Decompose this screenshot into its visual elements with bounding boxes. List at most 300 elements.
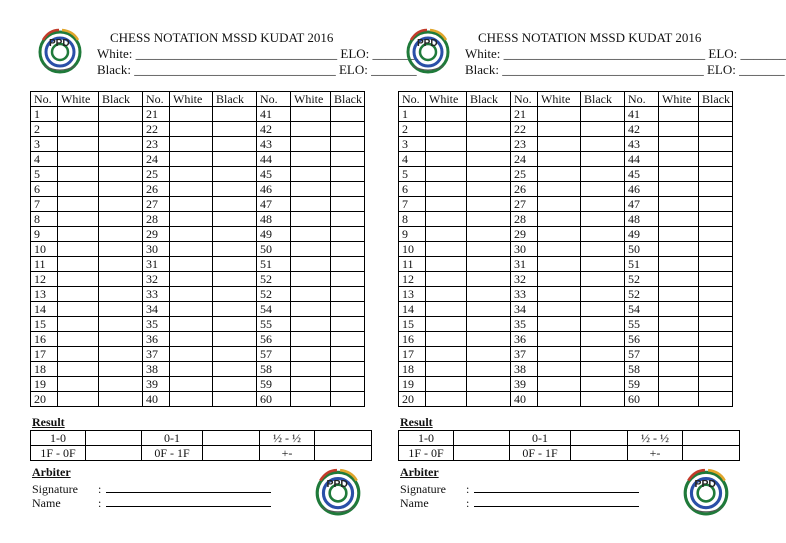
black-move-cell[interactable] <box>467 302 511 317</box>
black-move-cell[interactable] <box>331 362 365 377</box>
white-name-field[interactable]: _______________________________ <box>503 46 706 61</box>
white-move-cell[interactable] <box>170 272 213 287</box>
white-move-cell[interactable] <box>538 167 581 182</box>
black-move-cell[interactable] <box>467 227 511 242</box>
white-move-cell[interactable] <box>291 227 331 242</box>
white-move-cell[interactable] <box>170 332 213 347</box>
move-number: 40 <box>511 392 538 407</box>
black-move-cell[interactable] <box>331 242 365 257</box>
white-move-cell[interactable] <box>538 152 581 167</box>
black-move-cell[interactable] <box>581 377 625 392</box>
white-move-cell[interactable] <box>291 107 331 122</box>
black-move-cell[interactable] <box>699 287 733 302</box>
black-move-cell[interactable] <box>581 392 625 407</box>
white-move-cell[interactable] <box>170 182 213 197</box>
black-move-cell[interactable] <box>99 272 143 287</box>
black-move-cell[interactable] <box>581 302 625 317</box>
white-move-cell[interactable] <box>538 107 581 122</box>
black-move-cell[interactable] <box>331 137 365 152</box>
move-number: 23 <box>143 137 170 152</box>
white-move-cell[interactable] <box>170 347 213 362</box>
white-move-cell[interactable] <box>659 107 699 122</box>
black-move-cell[interactable] <box>581 317 625 332</box>
white-move-cell[interactable] <box>58 257 99 272</box>
white-move-cell[interactable] <box>538 182 581 197</box>
black-move-cell[interactable] <box>581 272 625 287</box>
black-move-cell[interactable] <box>213 152 257 167</box>
white-move-cell[interactable] <box>291 242 331 257</box>
white-move-cell[interactable] <box>538 287 581 302</box>
white-move-cell[interactable] <box>538 317 581 332</box>
move-number: 2 <box>31 122 58 137</box>
black-move-cell[interactable] <box>331 317 365 332</box>
white-move-cell[interactable] <box>58 182 99 197</box>
result-checkbox-cell[interactable] <box>683 446 740 461</box>
column-header: Black <box>699 92 733 107</box>
black-move-cell[interactable] <box>467 257 511 272</box>
white-label: White: <box>97 46 133 61</box>
white-move-cell[interactable] <box>291 347 331 362</box>
white-move-cell[interactable] <box>426 107 467 122</box>
black-move-cell[interactable] <box>331 227 365 242</box>
black-move-cell[interactable] <box>699 182 733 197</box>
black-move-cell[interactable] <box>699 362 733 377</box>
move-number: 35 <box>511 317 538 332</box>
white-move-cell[interactable] <box>58 287 99 302</box>
white-move-cell[interactable] <box>170 377 213 392</box>
black-move-cell[interactable] <box>99 302 143 317</box>
black-move-cell[interactable] <box>331 197 365 212</box>
black-move-cell[interactable] <box>213 317 257 332</box>
white-move-cell[interactable] <box>170 107 213 122</box>
black-move-cell[interactable] <box>331 182 365 197</box>
result-checkbox-cell[interactable] <box>571 446 628 461</box>
white-move-cell[interactable] <box>291 257 331 272</box>
white-move-cell[interactable] <box>58 227 99 242</box>
white-move-cell[interactable] <box>58 137 99 152</box>
black-move-cell[interactable] <box>467 347 511 362</box>
white-move-cell[interactable] <box>58 332 99 347</box>
white-move-cell[interactable] <box>170 197 213 212</box>
white-move-cell[interactable] <box>291 152 331 167</box>
black-move-cell[interactable] <box>699 107 733 122</box>
white-move-cell[interactable] <box>291 212 331 227</box>
white-move-cell[interactable] <box>659 332 699 347</box>
black-move-cell[interactable] <box>213 332 257 347</box>
black-move-cell[interactable] <box>467 272 511 287</box>
black-move-cell[interactable] <box>331 257 365 272</box>
white-move-cell[interactable] <box>659 182 699 197</box>
white-move-cell[interactable] <box>291 167 331 182</box>
white-move-cell[interactable] <box>58 317 99 332</box>
white-move-cell[interactable] <box>538 257 581 272</box>
black-move-cell[interactable] <box>99 212 143 227</box>
table-row <box>399 227 733 242</box>
white-move-cell[interactable] <box>291 137 331 152</box>
result-checkbox-cell[interactable] <box>315 446 372 461</box>
white-move-cell[interactable] <box>538 392 581 407</box>
black-move-cell[interactable] <box>699 212 733 227</box>
black-move-cell[interactable] <box>581 287 625 302</box>
white-move-cell[interactable] <box>291 197 331 212</box>
black-move-cell[interactable] <box>213 377 257 392</box>
white-move-cell[interactable] <box>659 227 699 242</box>
black-move-cell[interactable] <box>699 152 733 167</box>
white-move-cell[interactable] <box>170 392 213 407</box>
white-move-cell[interactable] <box>291 332 331 347</box>
white-move-cell[interactable] <box>659 122 699 137</box>
black-move-cell[interactable] <box>331 287 365 302</box>
move-number: 9 <box>31 227 58 242</box>
white-move-cell[interactable] <box>538 122 581 137</box>
result-checkbox-cell[interactable] <box>203 446 260 461</box>
white-move-cell[interactable] <box>58 302 99 317</box>
black-move-cell[interactable] <box>213 122 257 137</box>
white-move-cell[interactable] <box>58 242 99 257</box>
table-row <box>31 272 365 287</box>
table-row <box>31 377 365 392</box>
ppd-logo-bottom <box>680 466 732 516</box>
black-move-cell[interactable] <box>699 197 733 212</box>
black-move-cell[interactable] <box>331 332 365 347</box>
black-move-cell[interactable] <box>581 107 625 122</box>
white-move-cell[interactable] <box>170 227 213 242</box>
black-move-cell[interactable] <box>581 137 625 152</box>
white-move-cell[interactable] <box>659 347 699 362</box>
white-move-cell[interactable] <box>538 272 581 287</box>
white-move-cell[interactable] <box>170 362 213 377</box>
column-header: Black <box>331 92 365 107</box>
white-move-cell[interactable] <box>659 377 699 392</box>
white-move-cell[interactable] <box>659 302 699 317</box>
white-move-cell[interactable] <box>426 317 467 332</box>
black-move-cell[interactable] <box>99 197 143 212</box>
white-move-cell[interactable] <box>170 302 213 317</box>
black-name-field[interactable]: _______________________________ <box>502 62 704 77</box>
move-number: 57 <box>257 347 291 362</box>
column-header: No. <box>257 92 291 107</box>
black-move-cell[interactable] <box>99 392 143 407</box>
white-move-cell[interactable] <box>659 317 699 332</box>
black-move-cell[interactable] <box>99 257 143 272</box>
white-move-cell[interactable] <box>291 377 331 392</box>
white-move-cell[interactable] <box>538 332 581 347</box>
black-move-cell[interactable] <box>581 212 625 227</box>
black-move-cell[interactable] <box>699 317 733 332</box>
black-move-cell[interactable] <box>581 182 625 197</box>
black-move-cell[interactable] <box>213 197 257 212</box>
white-move-cell[interactable] <box>659 287 699 302</box>
name-field[interactable] <box>106 495 271 507</box>
white-move-cell[interactable] <box>426 332 467 347</box>
result-checkbox-cell[interactable] <box>315 431 372 446</box>
black-move-cell[interactable] <box>467 137 511 152</box>
black-move-cell[interactable] <box>467 392 511 407</box>
white-move-cell[interactable] <box>426 227 467 242</box>
result-checkbox-cell[interactable] <box>86 431 142 446</box>
black-move-cell[interactable] <box>99 137 143 152</box>
black-move-cell[interactable] <box>467 167 511 182</box>
black-move-cell[interactable] <box>331 392 365 407</box>
black-move-cell[interactable] <box>331 272 365 287</box>
move-number: 1 <box>399 107 426 122</box>
black-move-cell[interactable] <box>581 347 625 362</box>
result-checkbox-cell[interactable] <box>571 431 628 446</box>
black-move-cell[interactable] <box>213 392 257 407</box>
black-move-cell[interactable] <box>99 182 143 197</box>
signature-field[interactable] <box>106 481 271 493</box>
white-move-cell[interactable] <box>538 137 581 152</box>
result-option-label: +- <box>628 446 683 461</box>
white-move-cell[interactable] <box>426 182 467 197</box>
white-move-cell[interactable] <box>58 167 99 182</box>
white-elo-field[interactable]: _______ <box>372 46 419 61</box>
black-move-cell[interactable] <box>467 377 511 392</box>
ppd-logo-bottom <box>312 466 364 516</box>
black-move-cell[interactable] <box>99 167 143 182</box>
black-move-cell[interactable] <box>213 212 257 227</box>
white-name-field[interactable]: _______________________________ <box>135 46 338 61</box>
table-row <box>399 332 733 347</box>
black-move-cell[interactable] <box>213 227 257 242</box>
black-move-cell[interactable] <box>331 377 365 392</box>
white-move-cell[interactable] <box>426 347 467 362</box>
black-move-cell[interactable] <box>213 137 257 152</box>
white-move-cell[interactable] <box>291 392 331 407</box>
black-move-cell[interactable] <box>331 152 365 167</box>
white-move-cell[interactable] <box>426 152 467 167</box>
result-option-label: ½ - ½ <box>260 431 315 446</box>
white-move-cell[interactable] <box>659 392 699 407</box>
black-move-cell[interactable] <box>699 137 733 152</box>
white-move-cell[interactable] <box>170 317 213 332</box>
black-move-cell[interactable] <box>99 347 143 362</box>
black-move-cell[interactable] <box>331 122 365 137</box>
black-move-cell[interactable] <box>467 242 511 257</box>
white-elo-field[interactable]: _______ <box>740 46 786 61</box>
black-move-cell[interactable] <box>213 257 257 272</box>
move-number: 37 <box>143 347 170 362</box>
white-move-cell[interactable] <box>538 242 581 257</box>
white-move-cell[interactable] <box>291 317 331 332</box>
black-move-cell[interactable] <box>213 107 257 122</box>
black-move-cell[interactable] <box>99 317 143 332</box>
result-option-label: 1F - 0F <box>399 446 454 461</box>
black-move-cell[interactable] <box>213 182 257 197</box>
black-move-cell[interactable] <box>467 197 511 212</box>
black-move-cell[interactable] <box>467 152 511 167</box>
white-move-cell[interactable] <box>538 302 581 317</box>
black-move-cell[interactable] <box>331 347 365 362</box>
black-move-cell[interactable] <box>467 107 511 122</box>
black-move-cell[interactable] <box>467 317 511 332</box>
black-move-cell[interactable] <box>699 272 733 287</box>
white-move-cell[interactable] <box>659 167 699 182</box>
black-move-cell[interactable] <box>213 362 257 377</box>
white-move-cell[interactable] <box>291 182 331 197</box>
result-checkbox-cell[interactable] <box>203 431 260 446</box>
black-move-cell[interactable] <box>467 122 511 137</box>
black-move-cell[interactable] <box>581 167 625 182</box>
white-move-cell[interactable] <box>659 257 699 272</box>
white-move-cell[interactable] <box>170 137 213 152</box>
white-move-cell[interactable] <box>58 272 99 287</box>
white-move-cell[interactable] <box>659 272 699 287</box>
white-move-cell[interactable] <box>538 197 581 212</box>
name-field[interactable] <box>474 495 639 507</box>
white-move-cell[interactable] <box>170 122 213 137</box>
black-move-cell[interactable] <box>699 302 733 317</box>
black-move-cell[interactable] <box>99 362 143 377</box>
black-move-cell[interactable] <box>99 242 143 257</box>
black-move-cell[interactable] <box>99 227 143 242</box>
black-move-cell[interactable] <box>581 227 625 242</box>
white-move-cell[interactable] <box>538 227 581 242</box>
black-move-cell[interactable] <box>467 212 511 227</box>
white-move-cell[interactable] <box>538 362 581 377</box>
signature-field[interactable] <box>474 481 639 493</box>
move-number: 18 <box>399 362 426 377</box>
white-move-cell[interactable] <box>58 122 99 137</box>
black-move-cell[interactable] <box>581 197 625 212</box>
black-move-cell[interactable] <box>99 287 143 302</box>
result-checkbox-cell[interactable] <box>86 446 142 461</box>
white-move-cell[interactable] <box>659 362 699 377</box>
white-move-cell[interactable] <box>659 212 699 227</box>
black-move-cell[interactable] <box>699 392 733 407</box>
white-move-cell[interactable] <box>58 197 99 212</box>
white-move-cell[interactable] <box>291 272 331 287</box>
black-move-cell[interactable] <box>699 227 733 242</box>
white-move-cell[interactable] <box>58 377 99 392</box>
white-move-cell[interactable] <box>58 212 99 227</box>
move-number: 57 <box>625 347 659 362</box>
result-checkbox-cell[interactable] <box>683 431 740 446</box>
white-move-cell[interactable] <box>58 392 99 407</box>
black-move-cell[interactable] <box>699 257 733 272</box>
black-move-cell[interactable] <box>699 242 733 257</box>
black-move-cell[interactable] <box>213 302 257 317</box>
black-move-cell[interactable] <box>213 167 257 182</box>
black-move-cell[interactable] <box>213 242 257 257</box>
white-move-cell[interactable] <box>426 242 467 257</box>
white-move-cell[interactable] <box>426 167 467 182</box>
white-move-cell[interactable] <box>58 107 99 122</box>
black-move-cell[interactable] <box>331 302 365 317</box>
black-move-cell[interactable] <box>699 347 733 362</box>
white-move-cell[interactable] <box>426 257 467 272</box>
black-move-cell[interactable] <box>213 272 257 287</box>
white-move-cell[interactable] <box>426 197 467 212</box>
black-move-cell[interactable] <box>581 362 625 377</box>
black-move-cell[interactable] <box>467 332 511 347</box>
black-move-cell[interactable] <box>99 152 143 167</box>
white-move-cell[interactable] <box>659 137 699 152</box>
white-move-cell[interactable] <box>170 212 213 227</box>
table-row <box>399 107 733 122</box>
table-row <box>399 242 733 257</box>
black-move-cell[interactable] <box>213 287 257 302</box>
black-move-cell[interactable] <box>581 242 625 257</box>
white-move-cell[interactable] <box>426 362 467 377</box>
result-checkbox-cell[interactable] <box>454 446 510 461</box>
black-move-cell[interactable] <box>331 212 365 227</box>
white-move-cell[interactable] <box>426 392 467 407</box>
white-move-cell[interactable] <box>170 287 213 302</box>
white-move-cell[interactable] <box>426 137 467 152</box>
move-number: 21 <box>511 107 538 122</box>
black-elo-field[interactable]: _______ <box>371 62 417 77</box>
black-move-cell[interactable] <box>99 122 143 137</box>
move-number: 44 <box>257 152 291 167</box>
notation-sheet-left <box>27 0 419 543</box>
white-move-cell[interactable] <box>659 152 699 167</box>
black-move-cell[interactable] <box>99 377 143 392</box>
white-move-cell[interactable] <box>659 242 699 257</box>
white-move-cell[interactable] <box>291 362 331 377</box>
white-move-cell[interactable] <box>426 122 467 137</box>
white-move-cell[interactable] <box>659 197 699 212</box>
moves-table <box>398 91 733 407</box>
white-move-cell[interactable] <box>58 347 99 362</box>
black-move-cell[interactable] <box>467 362 511 377</box>
logo-text: PPD <box>417 38 438 49</box>
black-move-cell[interactable] <box>699 167 733 182</box>
white-move-cell[interactable] <box>170 152 213 167</box>
white-move-cell[interactable] <box>170 167 213 182</box>
black-elo-field[interactable]: _______ <box>739 62 785 77</box>
white-move-cell[interactable] <box>170 242 213 257</box>
white-move-cell[interactable] <box>291 287 331 302</box>
black-move-cell[interactable] <box>467 287 511 302</box>
white-move-cell[interactable] <box>426 272 467 287</box>
black-move-cell[interactable] <box>581 122 625 137</box>
black-move-cell[interactable] <box>699 122 733 137</box>
black-move-cell[interactable] <box>331 167 365 182</box>
white-move-cell[interactable] <box>426 377 467 392</box>
move-number: 55 <box>625 317 659 332</box>
white-move-cell[interactable] <box>170 257 213 272</box>
black-move-cell[interactable] <box>213 347 257 362</box>
move-number: 14 <box>399 302 426 317</box>
white-move-cell[interactable] <box>426 287 467 302</box>
black-name-field[interactable]: _______________________________ <box>134 62 336 77</box>
table-row <box>399 182 733 197</box>
white-move-cell[interactable] <box>426 302 467 317</box>
black-move-cell[interactable] <box>331 107 365 122</box>
black-move-cell[interactable] <box>581 257 625 272</box>
black-move-cell[interactable] <box>699 377 733 392</box>
move-number: 11 <box>31 257 58 272</box>
logo-text: PPD <box>49 38 70 49</box>
white-move-cell[interactable] <box>538 347 581 362</box>
result-checkbox-cell[interactable] <box>454 431 510 446</box>
black-move-cell[interactable] <box>581 152 625 167</box>
white-move-cell[interactable] <box>58 152 99 167</box>
white-move-cell[interactable] <box>426 212 467 227</box>
white-move-cell[interactable] <box>538 212 581 227</box>
white-move-cell[interactable] <box>538 377 581 392</box>
black-move-cell[interactable] <box>467 182 511 197</box>
black-move-cell[interactable] <box>581 332 625 347</box>
white-move-cell[interactable] <box>291 302 331 317</box>
black-move-cell[interactable] <box>99 332 143 347</box>
black-move-cell[interactable] <box>699 332 733 347</box>
black-move-cell[interactable] <box>99 107 143 122</box>
white-move-cell[interactable] <box>291 122 331 137</box>
white-move-cell[interactable] <box>58 362 99 377</box>
move-number: 5 <box>31 167 58 182</box>
